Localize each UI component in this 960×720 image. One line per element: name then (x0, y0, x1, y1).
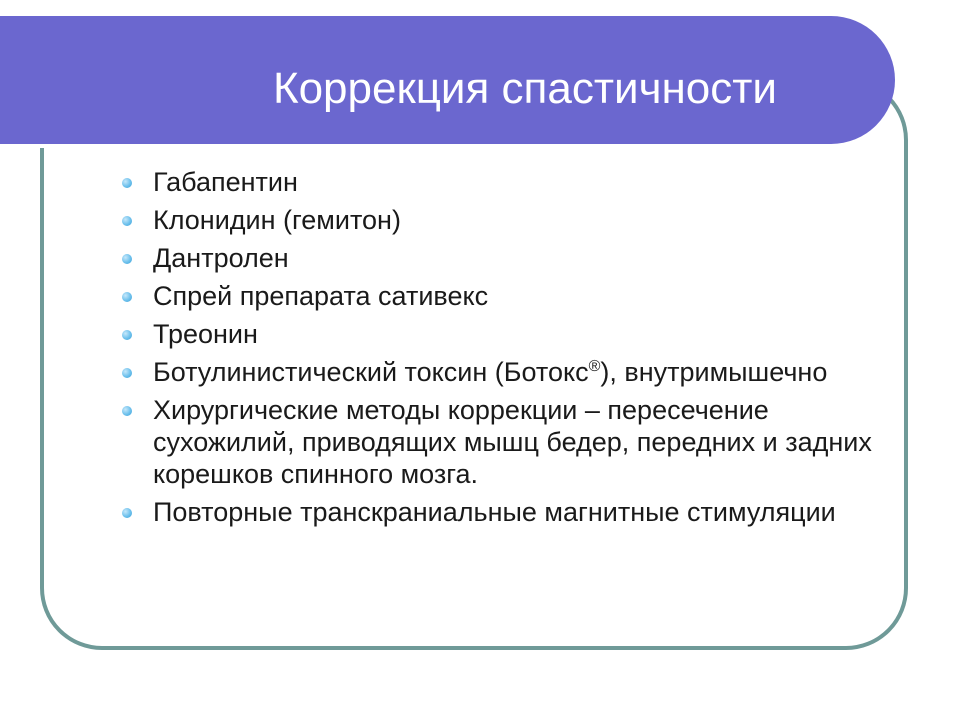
bullet-text: Ботулинистический токсин (Ботокс (153, 357, 589, 387)
title-bar (0, 16, 895, 144)
bullet-text: Клонидин (гемитон) (153, 205, 401, 235)
bullet-dot-icon (122, 254, 132, 264)
bullet-dot-icon (122, 216, 132, 226)
bullet-dot-icon (122, 178, 132, 188)
bullet-text: Дантролен (153, 243, 289, 273)
bullet-item-magnetic-stimulation (120, 496, 880, 528)
bullet-dot-icon (122, 406, 132, 416)
bullet-item-threonine (120, 318, 880, 350)
bullet-dot-icon (122, 330, 132, 340)
bullet-text: Повторные транскраниальные магнитные стимуляции (153, 497, 836, 527)
bullet-item-botulinum-toxin (120, 356, 880, 388)
bullet-item-surgical-methods (120, 394, 880, 490)
bullet-item-dantrolene (120, 242, 880, 274)
bullet-item-clonidine (120, 204, 880, 236)
bullet-text: Треонин (153, 319, 258, 349)
bullet-item-gabapentin (120, 166, 880, 198)
bullet-text: Габапентин (153, 167, 298, 197)
title-underline (0, 144, 848, 148)
bullet-text: Хирургические методы коррекции – пересечение сухожилий, приводящих мышц бедер, передних и задних корешков спинного мозга. (153, 395, 872, 489)
registered-mark: ® (588, 358, 601, 375)
bullet-list (120, 166, 880, 534)
bullet-text-continued: ), внутримышечно (600, 357, 828, 387)
bullet-item-sativex-spray (120, 280, 880, 312)
bullet-dot-icon (122, 292, 132, 302)
bullet-dot-icon (122, 368, 132, 378)
bullet-text: Спрей препарата сативекс (153, 281, 489, 311)
bullet-dot-icon (122, 508, 132, 518)
slide-title: Коррекция спастичности (272, 64, 777, 113)
